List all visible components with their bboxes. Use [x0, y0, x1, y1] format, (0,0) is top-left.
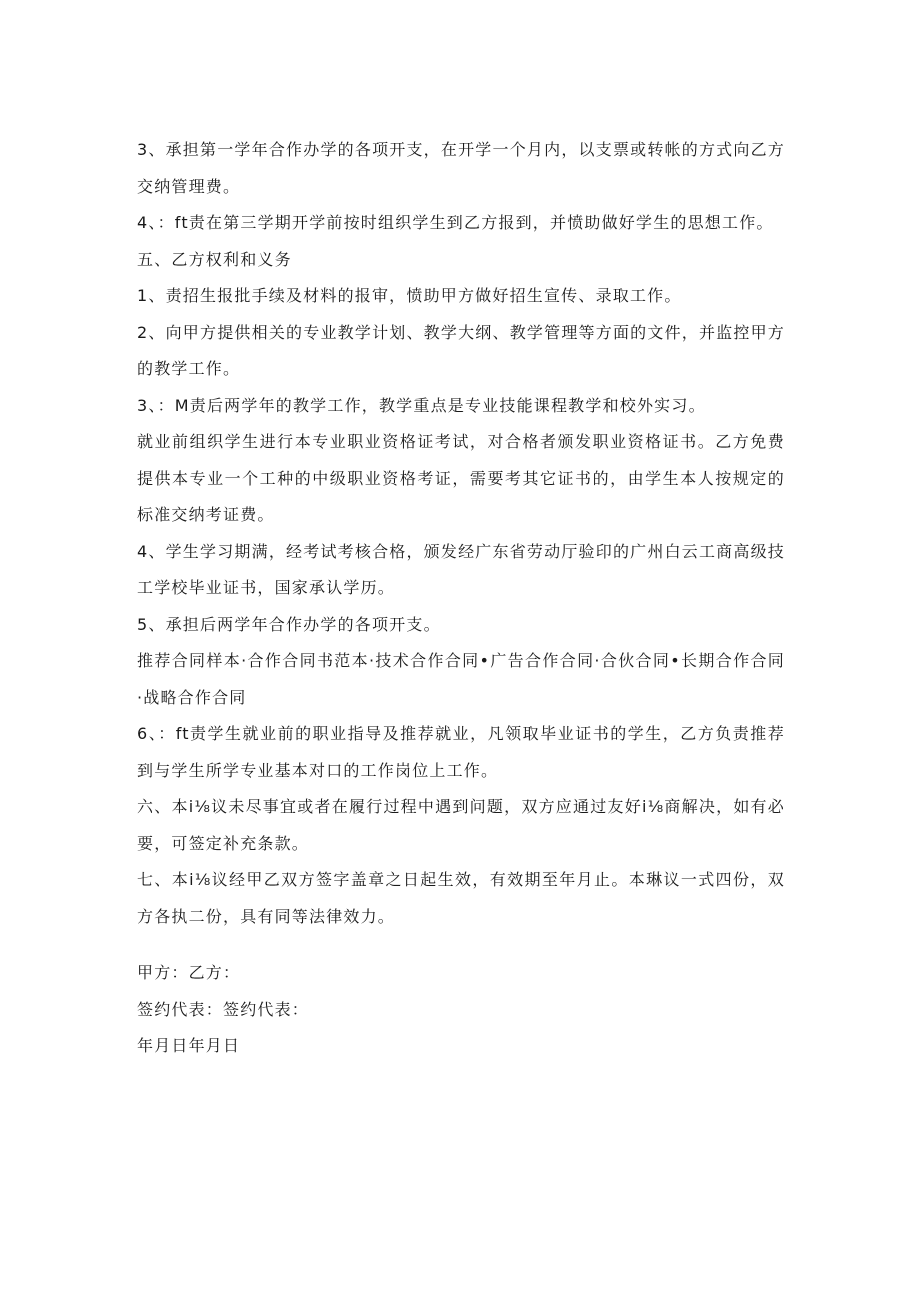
signature-parties: 甲方：乙方： — [137, 963, 241, 982]
clause-b1-enrollment: 1、责招生报批手续及材料的报审，愤助甲方做好招生宣传、录取工作。 — [137, 286, 682, 305]
signature-representatives: 签约代表：签约代表： — [137, 999, 310, 1019]
clause-b4-graduation: 4、学生学习期满，经考试考核合格，颁发经广东省劳动厅验印的广州白云工商高级技工学校毕业证书，国家承认学历。 — [137, 541, 785, 597]
clause-b3-teaching-work: 3、：M责后两学年的教学工作，教学重点是专业技能课程教学和校外实习。 — [137, 395, 706, 415]
document-body — [137, 132, 785, 1065]
section-six-unresolved-matters: 六、本i⅛议未尽事宜或者在履行过程中遇到问题，双方应通过友好i⅛商解决，如有必要，可签定补充条款。 — [137, 797, 785, 853]
clause-a3-management-fee: 3、承担第一学年合作办学的各项开支，在开学一个月内，以支票或转帐的方式向乙方交纳管理费。 — [137, 140, 785, 196]
clause-b6-employment: 6、：ft责学生就业前的职业指导及推荐就业，凡领取毕业证书的学生，乙方负责推荐到与学生所学专业基本对口的工作岗位上工作。 — [137, 724, 785, 780]
clause-certification-exam: 就业前组织学生进行本专业职业资格证考试，对合格者颁发职业资格证书。乙方免费提供本专业一个工种的中级职业资格考证，需要考其它证书的，由学生本人按规定的标准交纳考证费。 — [137, 432, 785, 524]
section-seven-effective-date: 七、本i⅛议经甲乙双方签字盖章之日起生效，有效期至年月止。本琳议一式四份，双方各执二份，具有同等法律效力。 — [137, 870, 785, 926]
signature-dates: 年月日年月日 — [137, 1036, 241, 1055]
recommended-templates-line: 推荐合同样本·合作合同书范本·技术合作合同•广告合作合同·合伙合同•长期合作合同·战略合作合同 — [137, 651, 785, 707]
clause-b2-teaching-plan: 2、向甲方提供相关的专业教学计划、教学大纲、教学管理等方面的文件，并监控甲方的教学工作。 — [137, 322, 785, 378]
section-heading-party-b-rights: 五、乙方权利和义务 — [137, 249, 292, 269]
clause-b5-expenses: 5、承担后两学年合作办学的各项开支。 — [137, 614, 441, 634]
clause-a4-student-registration: 4、：ft责在第三学期开学前按时组织学生到乙方报到，并愤助做好学生的思想工作。 — [137, 213, 774, 232]
